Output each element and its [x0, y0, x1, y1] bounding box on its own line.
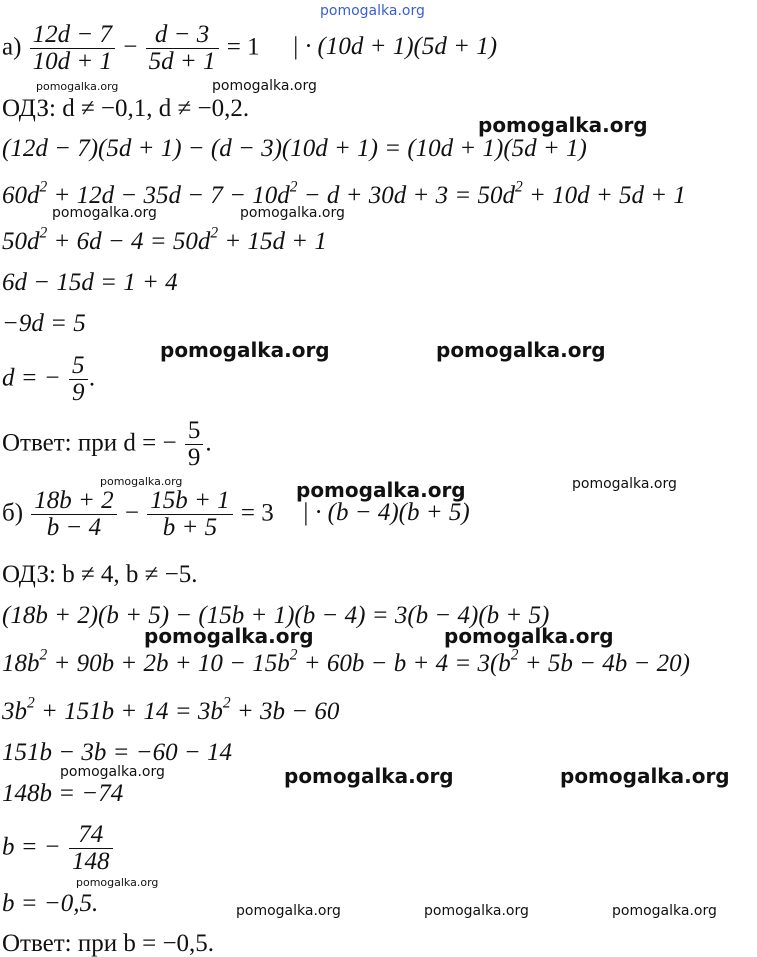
watermark: pomogalka.org	[160, 338, 330, 362]
equation-rhs: = 1	[226, 33, 260, 61]
equation-line: b = −0,5.	[2, 890, 99, 917]
watermark: pomogalka.org	[76, 876, 159, 889]
answer-line: Ответ: при b = −0,5.	[2, 930, 215, 957]
watermark: pomogalka.org	[572, 476, 677, 492]
denominator: 10d + 1	[32, 48, 113, 76]
watermark: pomogalka.org	[612, 903, 717, 919]
equation-line: d = − $\frac{5}{9}$ .	[2, 352, 96, 407]
equation-line: $50d^2 + 6d - 4 = 50d^2 + 15d + 1$	[2, 224, 327, 255]
numerator: 5	[69, 353, 88, 380]
watermark: pomogalka.org	[444, 624, 614, 648]
watermark: pomogalka.org	[284, 764, 454, 788]
watermark: pomogalka.org	[236, 903, 341, 919]
watermark: pomogalka.org	[560, 764, 730, 788]
numerator: 5	[185, 418, 204, 445]
watermark: pomogalka.org	[52, 205, 157, 221]
part-b-label: б)	[2, 499, 24, 527]
equation-rhs: = 3	[240, 499, 274, 527]
minus-sign: −	[123, 33, 138, 61]
numerator: 15b + 1	[147, 488, 232, 515]
numerator: 18b + 2	[31, 488, 116, 515]
part-a-label: а)	[2, 33, 22, 61]
numerator: 74	[69, 822, 113, 849]
minus-sign: −	[124, 499, 140, 527]
watermark: pomogalka.org	[100, 475, 183, 488]
denominator: 5d + 1	[148, 48, 216, 76]
equation-line: (12d − 7)(5d + 1) − (d − 3)(10d + 1) = (10d + 1)(5d + 1)	[2, 135, 587, 162]
fraction	[31, 488, 116, 542]
numerator: 12d − 7	[30, 22, 115, 49]
denominator: 9	[187, 444, 201, 472]
fraction	[147, 488, 232, 542]
fraction	[69, 822, 113, 876]
numerator: d − 3	[146, 22, 219, 49]
denominator: 148	[72, 848, 110, 876]
equation-line: (18b + 2)(b + 5) − (15b + 1)(b − 4) = 3(b − 4)(b + 5)	[2, 602, 550, 629]
watermark-top: pomogalka.org	[320, 3, 425, 19]
fraction	[30, 22, 115, 76]
equation-line: $18b^2 + 90b + 2b + 10 - 15b^2 + 60b - b + 4 = 3(b^2 + 5b - 4b - 20)$	[2, 646, 690, 677]
multiplier: | · (10d + 1)(5d + 1)	[291, 33, 498, 61]
denominator: b + 5	[162, 514, 218, 542]
fraction	[69, 353, 88, 407]
odz-line: ОДЗ: d ≠ −0,1, d ≠ −0,2.	[2, 95, 250, 122]
equation-line: 151b − 3b = −60 − 14	[2, 739, 232, 766]
odz-line: ОДЗ: b ≠ 4, b ≠ −5.	[2, 561, 198, 588]
watermark: pomogalka.org	[60, 764, 165, 780]
denominator: b − 4	[46, 514, 102, 542]
watermark: pomogalka.org	[36, 80, 119, 93]
equation-line: b = − $\frac{74}{148}$	[2, 822, 115, 876]
fraction	[146, 22, 219, 76]
equation-line: 6d − 15d = 1 + 4	[2, 269, 178, 296]
part-a-equation	[2, 22, 497, 76]
watermark: pomogalka.org	[296, 478, 466, 502]
equation-line: −9d = 5	[2, 310, 86, 337]
multiplier: | · (b − 4)(b + 5)	[302, 499, 470, 527]
watermark: pomogalka.org	[436, 338, 606, 362]
answer-line: Ответ: при d = − $\frac{5}{9}$ .	[2, 417, 212, 472]
equation-line: 148b = −74	[2, 780, 124, 807]
fraction	[185, 418, 204, 472]
equation-line: $3b^2 + 151b + 14 = 3b^2 + 3b - 60$	[2, 694, 340, 725]
watermark: pomogalka.org	[240, 205, 345, 221]
watermark: pomogalka.org	[424, 903, 529, 919]
watermark: pomogalka.org	[212, 78, 317, 94]
watermark: pomogalka.org	[144, 624, 314, 648]
watermark: pomogalka.org	[478, 113, 648, 137]
equation-line: $60d^2 + 12d - 35d - 7 - 10d^2 - d + 30d + 3 = 50d^2 + 10d + 5d + 1$	[2, 178, 686, 209]
denominator: 9	[72, 379, 85, 407]
